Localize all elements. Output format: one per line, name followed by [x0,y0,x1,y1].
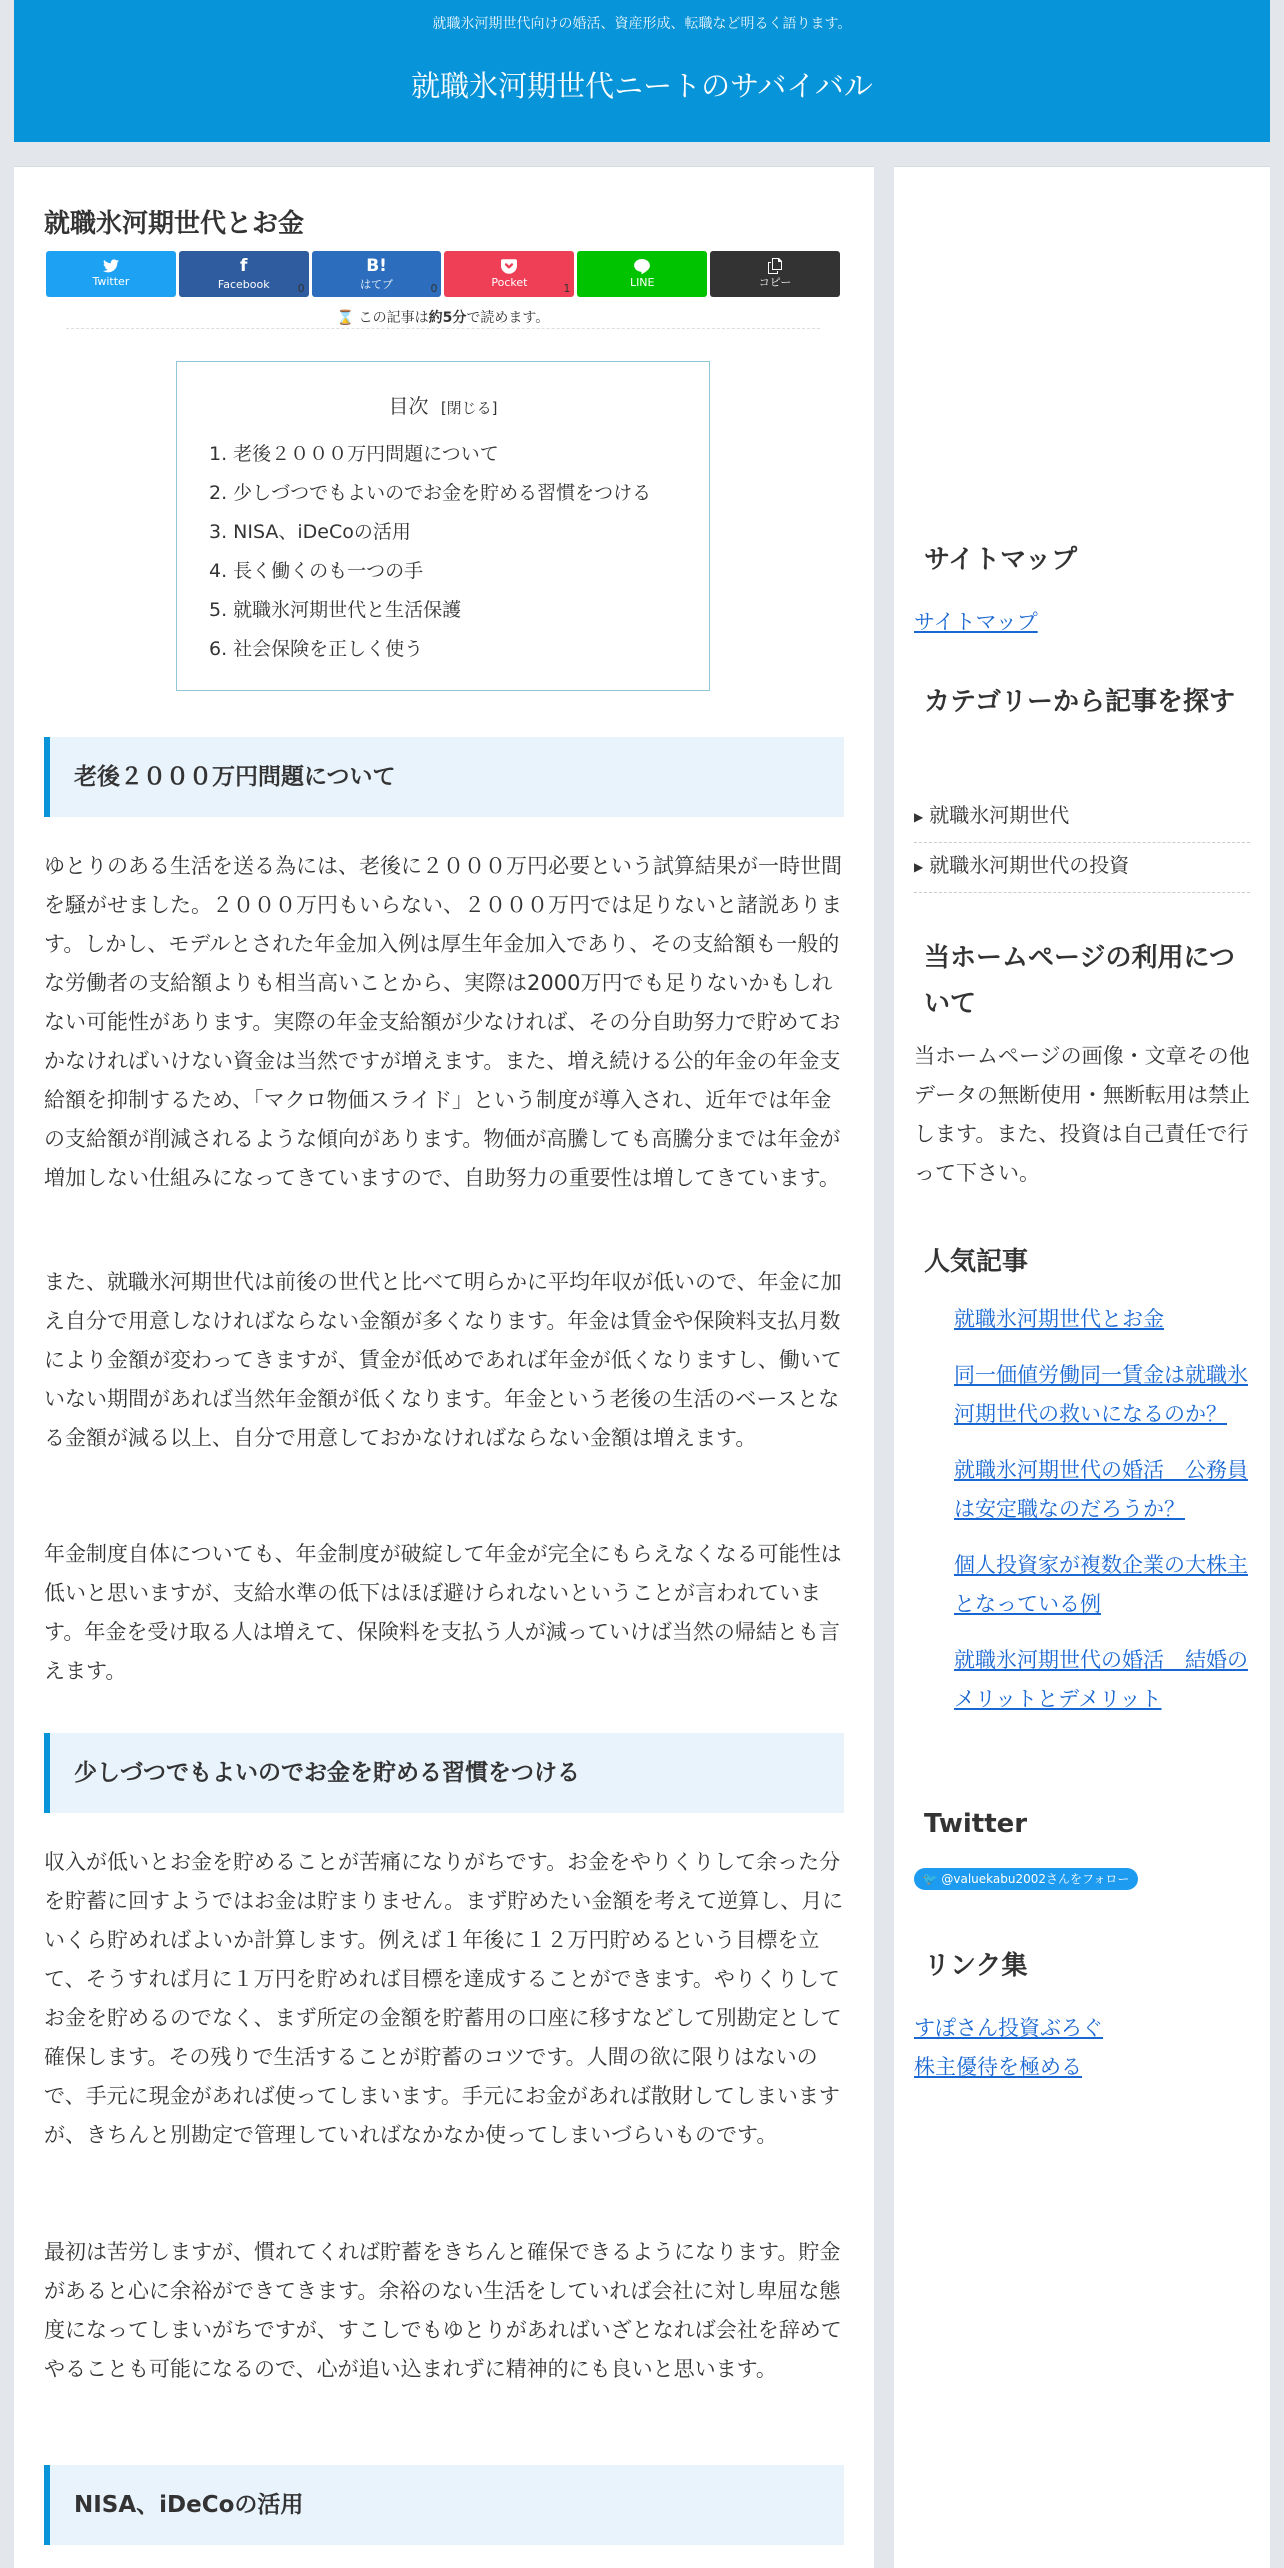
external-link[interactable]: すぽさん投資ぶろぐ [914,2016,1103,2040]
table-of-contents [176,361,710,691]
share-buttons [46,251,840,297]
share-pocket-button[interactable] [444,251,574,297]
read-time-suffix: で読めます。 [466,310,550,326]
category-label: 就職氷河期世代 [929,803,1070,827]
popular-article-link[interactable]: 個人投資家が複数企業の大株主となっている例 [954,1553,1248,1616]
popular-article-link[interactable]: 就職氷河期世代の婚活 結婚のメリットとデメリット [954,1648,1248,1711]
toc-item[interactable]: 2. 少しづつでもよいのでお金を貯める習慣をつける [209,482,652,504]
share-hatebu-button[interactable] [312,251,442,297]
site-header [14,0,1270,142]
pocket-icon [501,259,517,274]
sitemap-widget-title: サイトマップ [924,545,1078,575]
article-paragraph: 最初は苦労しますが、慣れてくれば貯蓄をきちんと確保できるようになります。貯金があると心に余裕ができてきます。余裕のない生活をしていれば会社に対し卑屈な態度になってしまいがちですが、すこしでもゆとりがあればいざとなれば会社を辞めてやることも可能になるので、心が追い込まれずに精神的にも良いと思います。 [44,2240,842,2381]
section-heading: 少しづつでもよいのでお金を貯める習慣をつける [44,1733,844,1813]
ad-space [914,187,1250,487]
toc-list [209,440,651,674]
read-time-notice [66,307,820,329]
popular-article-link[interactable]: 就職氷河期世代とお金 [954,1307,1164,1331]
share-copy-button[interactable] [710,251,840,297]
twitter-follow-label: @valuekabu2002さんをフォロー [941,1872,1130,1886]
share-twitter-button[interactable] [46,251,176,297]
share-twitter-label: Twitter [92,275,130,288]
article-paragraph: 年金制度自体についても、年金制度が破綻して年金が完全にもらえなくなる可能性は低いと思いますが、支給水準の低下はほぼ避けられないということが言われています。年金を受け取る人は増えて、保険料を支払う人が減っていけば当然の帰結とも言えます。 [44,1542,842,1683]
hatebu-icon: B! [366,256,387,276]
toc-item[interactable]: 3. NISA、iDeCoの活用 [209,521,411,543]
twitter-bird-icon: 🐦 [922,1872,938,1886]
usage-widget-title: 当ホームページの利用について [924,943,1235,1019]
share-facebook-button[interactable] [179,251,309,297]
toc-title: 目次 [388,394,429,418]
toc-item[interactable]: 6. 社会保険を正しく使う [209,638,424,660]
share-facebook-count: 0 [297,282,305,295]
category-widget-title: カテゴリーから記事を探す [924,687,1235,717]
article-paragraph: 収入が低いとお金を貯めることが苦痛になりがちです。お金をやりくりして余った分を貯蓄に回すようではお金は貯まりません。まず貯めたい金額を考えて逆算し、月にいくら貯めればよいか計算します。例えば１年後に１２万円貯めるという目標を立て、そうすれば月に１万円を貯めれば目標を達成することができます。やりくりしてお金を貯めるのでなく、まず所定の金額を貯蓄用の口座に移すなどして別勘定として確保します。その残りで生活することが貯蓄のコツです。人間の欲に限りはないので、手元に現金があれば使ってしまいます。手元にお金があれば散財してしまいますが、きちんと別勘定で管理していればなかなか使ってしまいづらいものです。 [44,1850,844,2147]
links-widget-title: リンク集 [924,1951,1028,1981]
section-heading: NISA、iDeCoの活用 [44,2465,844,2545]
caret-right-icon: ▶ [914,859,924,874]
toc-toggle-button[interactable]: [閉じる] [440,399,498,417]
section-heading: 老後２０００万円問題について [44,737,844,817]
category-item[interactable] [914,843,1250,893]
share-pocket-count: 1 [563,282,571,295]
popular-widget-title: 人気記事 [924,1247,1029,1277]
external-link[interactable]: 株主優待を極める [914,2055,1082,2079]
article-title: 就職氷河期世代とお金 [44,209,305,239]
hourglass-icon: ⌛ [336,310,355,326]
sidebar [894,166,1270,2568]
read-time-prefix: この記事は [358,310,429,326]
sitemap-link[interactable]: サイトマップ [914,610,1038,634]
usage-text: 当ホームページの画像・文章その他データの無断使用・無断転用は禁止します。また、投資は自己責任で行って下さい。 [914,1044,1250,1185]
site-title[interactable]: 就職氷河期世代ニートのサバイバル [411,69,873,103]
twitter-icon [103,259,119,273]
read-time-value: 約5分 [428,310,467,326]
facebook-icon: f [240,256,248,276]
popular-articles-list [954,1300,1254,1736]
share-line-button[interactable] [577,251,707,297]
site-tagline: 就職氷河期世代向けの婚活、資産形成、転職など明るく語ります。 [432,16,852,32]
share-line-label: LINE [629,275,655,289]
caret-right-icon: ▶ [914,809,924,824]
share-pocket-label: Pocket [491,275,528,289]
toc-item[interactable]: 5. 就職氷河期世代と生活保護 [209,599,462,621]
category-label: 就職氷河期世代の投資 [929,853,1130,877]
toc-item[interactable]: 4. 長く働くのも一つの手 [209,560,424,582]
twitter-widget-title: Twitter [924,1809,1028,1839]
twitter-follow-button[interactable] [914,1868,1138,1890]
popular-article-link[interactable]: 就職氷河期世代の婚活 公務員は安定職なのだろうか？ [954,1458,1248,1521]
article-main [14,166,874,2568]
line-icon [634,259,650,274]
share-copy-label: コピー [758,276,792,289]
article-paragraph: ゆとりのある生活を送る為には、老後に２０００万円必要という試算結果が一時世間を騒がせました。２０００万円もいらない、２０００万円では足りないと諸説あります。しかし、モデルとされた年金加入例は厚生年金加入であり、その支給額も一般的な労働者の支給額よりも相当高いことから、実際は2000万円でも足りないかもしれない可能性があります。実際の年金支給額が少なければ、その分自助努力で貯めておかなければいけない資金は当然ですが増えます。また、増え続ける公的年金の年金支給額を抑制するため、「マクロ物価スライド」という制度が導入され、近年では年金の支給額が削減されるような傾向があります。物価が高騰しても高騰分までは年金が増加しない仕組みになってきていますので、自助努力の重要性は増してきています。 [44,854,842,1190]
share-facebook-label: Facebook [217,278,270,291]
copy-icon [768,258,782,274]
share-hatebu-count: 0 [430,282,438,295]
toc-item[interactable]: 1. 老後２０００万円問題について [209,443,499,465]
share-hatebu-label: はてブ [360,278,394,291]
article-paragraph: また、就職氷河期世代は前後の世代と比べて明らかに平均年収が低いので、年金に加え自分で用意しなければならない金額が多くなります。年金は賃金や保険料支払月数により金額が変わってきますが、賃金が低めであれば年金が低くなりますし、働いていない期間があれば当然年金額が低くなります。年金という老後の生活のベースとなる金額が減る以上、自分で用意しておかなければならない金額は増えます。 [44,1270,842,1450]
category-item[interactable] [914,793,1250,843]
popular-article-link[interactable]: 同一価値労働同一賃金は就職氷河期世代の救いになるのか？ [954,1363,1248,1426]
